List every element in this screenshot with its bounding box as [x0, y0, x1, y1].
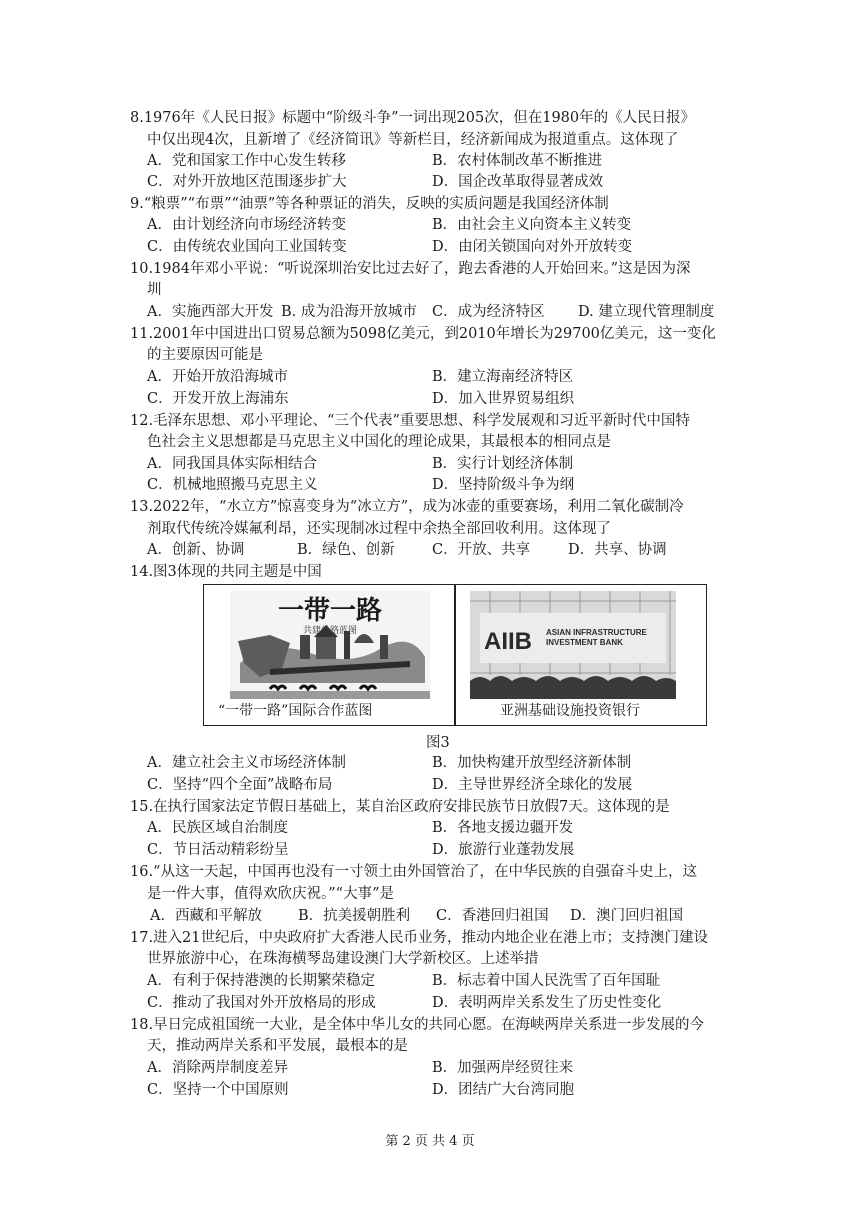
- page-footer: 第 2 页 共 4 页: [385, 1134, 475, 1149]
- question-11-option-b: B．建立海南经济特区: [432, 369, 574, 385]
- question-11-option-a: A．开始开放沿海城市: [147, 369, 288, 385]
- question-8-option-c: C．对外开放地区范围逐步扩大: [147, 174, 347, 190]
- question-11-line-2: 的主要原因可能是: [147, 347, 263, 363]
- question-11-line-1: 11.2001年中国进出口贸易总额为5098亿美元，到2010年增长为29700亿美元，这一变化: [130, 326, 716, 342]
- question-10-option-b: B. 成为沿海开放城市: [281, 304, 417, 320]
- left-caption: “一带一路”国际合作蓝图: [218, 703, 373, 719]
- question-17-option-d: D．表明两岸关系发生了历史性变化: [432, 995, 662, 1011]
- question-14-line-1: 14.图3体现的共同主题是中国: [130, 564, 322, 580]
- question-10-option-c: C．成为经济特区: [432, 304, 545, 320]
- question-18-line-1: 18.早日完成祖国统一大业，是全体中华儿女的共同心愿。在海峡两岸关系进一步发展的今: [130, 1017, 705, 1033]
- question-18-line-2: 天，推动两岸关系和平发展，最根本的是: [147, 1038, 408, 1054]
- question-9-option-c: C．由传统农业国向工业国转变: [147, 239, 347, 255]
- question-11-option-d: D．加入世界贸易组织: [432, 391, 575, 407]
- question-13-line-2: 剂取代传统冷媒氟利昂，还实现制冰过程中余热全部回收利用。这体现了: [147, 521, 611, 537]
- belt-road-logo-text: 一带一路: [277, 595, 383, 625]
- question-14-option-b: B．加快构建开放型经济新体制: [432, 755, 632, 771]
- question-18-option-a: A．消除两岸制度差异: [147, 1060, 288, 1076]
- question-15-line-1: 15.在执行国家法定节假日基础上，某自治区政府安排民族节日放假7天。这体现的是: [130, 799, 670, 815]
- question-8-option-b: B．农村体制改革不断推进: [432, 153, 603, 169]
- question-17-option-b: B．标志着中国人民洗雪了百年国耻: [432, 973, 661, 989]
- question-9-option-b: B．由社会主义向资本主义转变: [432, 217, 632, 233]
- question-13-option-c: C．开放、共享: [432, 542, 531, 558]
- belt-road-image: [230, 591, 430, 699]
- question-13-line-1: 13.2022年，“水立方”惊喜变身为“冰立方”，成为冰壶的重要赛场，利用二氧化碳制冷: [130, 499, 684, 515]
- question-18-option-d: D．团结广大台湾同胞: [432, 1082, 575, 1098]
- question-15-option-b: B．各地支援边疆开发: [432, 820, 574, 836]
- question-12-line-1: 12.毛泽东思想、邓小平理论、“三个代表”重要思想、科学发展观和习近平新时代中国特: [130, 413, 690, 429]
- question-17-option-c: C．推动了我国对外开放格局的形成: [147, 995, 376, 1011]
- question-10-line-1: 10.1984年邓小平说：“听说深圳治安比过去好了，跑去香港的人开始回来。”这是因为深: [130, 261, 691, 277]
- question-9-line-1: 9.“粮票”“布票”“油票”等各种票证的消失，反映的实质问题是我国经济体制: [130, 196, 609, 212]
- question-16-option-d: D．澳门回归祖国: [570, 908, 684, 924]
- question-15-option-a: A．民族区域自治制度: [147, 820, 288, 836]
- right-caption: 亚洲基础设施投资银行: [500, 703, 640, 719]
- aiib-name-line-2: INVESTMENT BANK: [546, 638, 623, 647]
- question-17-line-2: 世界旅游中心，在珠海横琴岛建设澳门大学新校区。上述举措: [147, 951, 539, 967]
- question-13-option-d: D．共享、协调: [568, 542, 667, 558]
- question-12-option-d: D．坚持阶级斗争为纲: [432, 477, 575, 493]
- aiib-name-line-1: ASIAN INFRASTRUCTURE: [546, 628, 647, 637]
- question-12-option-c: C．机械地照搬马克思主义: [147, 477, 318, 493]
- question-12-option-a: A．同我国具体实际相结合: [147, 456, 317, 472]
- belt-road-illustration: [230, 591, 430, 699]
- question-18-option-b: B．加强两岸经贸往来: [432, 1060, 574, 1076]
- question-16-line-1: 16.“从这一天起，中国再也没有一寸领土由外国管治了，在中华民族的自强奋斗史上，这: [130, 864, 697, 880]
- question-8-line-2: 中仅出现4次，且新增了《经济简讯》等新栏目，经济新闻成为报道重点。这体现了: [147, 132, 679, 148]
- question-10-option-a: A．实施西部大开发: [147, 304, 274, 320]
- question-13-option-a: A．创新、协调: [147, 542, 245, 558]
- aiib-logo-text: AIIB: [484, 628, 532, 655]
- question-14-option-d: D．主导世界经济全球化的发展: [432, 777, 633, 793]
- question-8-option-a: A．党和国家工作中心发生转移: [147, 153, 346, 169]
- question-14-option-c: C．坚持“四个全面”战略布局: [147, 777, 333, 793]
- figure-3: [203, 584, 707, 726]
- question-8-line-1: 8.1976年《人民日报》标题中“阶级斗争”一词出现205次，但在1980年的《人民日报》: [130, 110, 696, 126]
- question-10-option-d: D. 建立现代管理制度: [578, 304, 715, 320]
- question-17-option-a: A．有利于保持港澳的长期繁荣稳定: [147, 973, 375, 989]
- question-13-option-b: B．绿色、创新: [297, 542, 395, 558]
- question-10-line-2: 圳: [147, 282, 162, 298]
- question-15-option-d: D．旅游行业蓬勃发展: [432, 842, 575, 858]
- question-16-option-c: C．香港回归祖国: [436, 908, 549, 924]
- question-14-option-a: A．建立社会主义市场经济体制: [147, 755, 346, 771]
- question-16-option-a: A．西藏和平解放: [150, 908, 262, 924]
- question-12-option-b: B．实行计划经济体制: [432, 456, 574, 472]
- aiib-image: [470, 591, 676, 699]
- question-16-line-2: 是一件大事，值得欢欣庆祝。”“大事”是: [147, 886, 394, 902]
- question-15-option-c: C．节日活动精彩纷呈: [147, 842, 289, 858]
- question-9-option-a: A．由计划经济向市场经济转变: [147, 217, 346, 233]
- aiib-photo: [470, 591, 676, 699]
- question-16-option-b: B．抗美援朝胜利: [298, 908, 411, 924]
- question-8-option-d: D．国企改革取得显著成效: [432, 174, 604, 190]
- question-18-option-c: C．坚持一个中国原则: [147, 1082, 289, 1098]
- figure-divider: [454, 585, 456, 725]
- figure-label: 图3: [426, 735, 450, 751]
- question-17-line-1: 17.进入21世纪后，中央政府扩大香港人民币业务，推动内地企业在港上市；支持澳门建设: [130, 930, 709, 946]
- question-9-option-d: D．由闭关锁国向对外开放转变: [432, 239, 633, 255]
- belt-road-sub-text: 共建丝路蓝图: [302, 625, 358, 635]
- question-12-line-2: 色社会主义思想都是马克思主义中国化的理论成果，其最根本的相同点是: [147, 434, 611, 450]
- question-11-option-c: C．开发开放上海浦东: [147, 391, 289, 407]
